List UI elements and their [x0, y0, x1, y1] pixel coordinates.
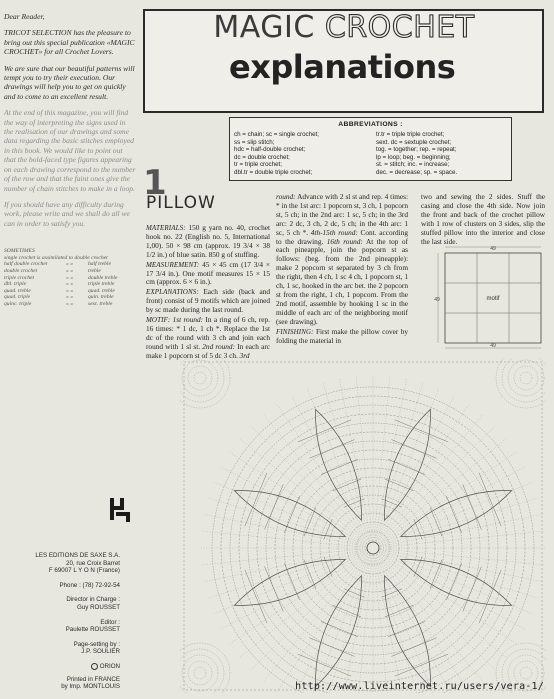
chart-radial-stitch — [377, 389, 439, 539]
chart-pineapple-row — [479, 473, 501, 526]
chart-pineapple-petal — [401, 491, 512, 537]
page-setting-block — [4, 641, 120, 656]
chart-radial-stitch — [240, 554, 365, 657]
materials-text: 150 g yarn no. 40, crochet hook no. 22 (English no. 5, International 1,00). 50 × 98 cm (approx. 19 3/4 × 38 1/2 in.) of blue satin. 850 g of stuffing. — [146, 223, 270, 259]
orion-circle-icon — [91, 663, 98, 670]
round-3-label: 3rd — [239, 350, 250, 360]
chart-pineapple-row — [284, 563, 299, 600]
conversion-cell-a: half double crochet — [4, 261, 48, 268]
instructions-column-1 — [146, 224, 270, 362]
chart-corner-fan — [180, 649, 224, 693]
chart-radial-stitch — [251, 426, 366, 541]
chart-pineapple-row — [385, 479, 414, 491]
chart-corner-fan — [514, 366, 538, 390]
chart-corner-fan — [520, 372, 532, 384]
chart-radial-stitch — [277, 556, 367, 691]
abbreviation-item: dec. = decrease; sp. = space. — [376, 168, 458, 176]
abbreviation-item: lp = loop; beg. = beginning; — [376, 153, 451, 161]
publisher-info — [4, 552, 120, 691]
chart-radial-stitch — [292, 396, 368, 539]
instructions-column-2 — [276, 193, 408, 346]
director-label: Director in Charge : — [66, 596, 120, 604]
chart-radial-stitch — [374, 377, 390, 538]
publisher-name: LES EDITIONS DE SAXE S.A. — [35, 552, 120, 559]
orion-label: ORION — [99, 662, 120, 670]
chart-radial-stitch — [292, 557, 368, 693]
conversion-cell-c: double treble — [88, 274, 118, 281]
chart-pineapple-row — [381, 589, 402, 598]
conversion-cell-a: quad. triple — [4, 294, 31, 301]
materials-label: MATERIALS: — [146, 224, 186, 232]
round-16-label: 16th round: — [326, 236, 363, 246]
intro-greeting: Dear Reader, — [4, 12, 45, 21]
abbreviations-right-list — [376, 131, 512, 177]
chart-radial-stitch — [208, 498, 363, 545]
chart-pineapple-petal — [234, 559, 345, 605]
magazine-title — [189, 10, 499, 45]
finishing-paragraph — [276, 328, 408, 346]
pattern-title: PILLOW — [146, 193, 216, 213]
stitch-conversion-table — [4, 248, 136, 307]
conversion-cell-b: » » — [66, 267, 73, 274]
intro-paragraph-2: We are sure that our beautiful patterns will tempt you to try their execution. Our drawings will help you to get on quickly and to come to an excellent result. — [4, 63, 135, 101]
chart-pineapple-row — [304, 560, 316, 589]
chart-pineapple-row — [309, 440, 354, 459]
conversion-cell-a: double crochet — [4, 267, 38, 274]
chart-pineapple-petal — [316, 409, 362, 520]
chart-radial-stitch — [323, 383, 370, 538]
conversion-cell-a: quad. treble — [4, 287, 31, 294]
abbreviations-title: ABBREVIATIONS : — [338, 121, 403, 128]
conversion-row — [4, 268, 136, 275]
chart-radial-stitch — [379, 415, 482, 540]
round-2-label: 2nd round: — [202, 341, 236, 351]
chart-corner-fan — [180, 643, 230, 693]
chart-ring — [293, 468, 453, 628]
chart-radial-stitch — [378, 396, 454, 539]
explanations-label: EXPLANATIONS: — [146, 288, 199, 297]
motif-label: MOTIF: — [146, 316, 171, 325]
chart-corner-fan — [180, 358, 230, 408]
chart-radial-stitch — [202, 549, 363, 565]
director-block — [4, 596, 120, 611]
chart-pineapple-petal — [401, 559, 512, 605]
conversion-cell-b: » » — [66, 300, 73, 307]
chart-pineapple-row — [304, 508, 316, 537]
conversion-cell-c: quad. treble — [88, 287, 115, 294]
chart-pineapple-row — [381, 499, 402, 508]
chart-pineapple-petal — [384, 576, 430, 687]
round-3-text: Advance with 2 sl st and rep. 4 times: * in the 1st arc: 1 popcorn st, 3 ch, 1 popcorn st, 5 ch; in the 2nd arc: 1 sc, 5 ch; in the 3rd arc: 2 dc, 3 ch, 2 dc, 5 ch; in the 4th arc: 1 sc, 5 ch *. — [276, 192, 408, 237]
intro-column — [4, 12, 136, 307]
chart-radial-stitch — [214, 552, 364, 614]
chart-corner-fan — [520, 667, 532, 679]
chart-radial-stitch — [382, 552, 532, 614]
conversion-cell-b: » » — [66, 287, 73, 294]
chart-pineapple-row — [324, 519, 333, 540]
chart-radial-stitch — [264, 556, 367, 681]
chart-pineapple-petal — [234, 491, 345, 537]
chart-pineapple-row — [333, 605, 362, 617]
abbreviation-item: dbl.tr = double triple crochet; — [234, 168, 313, 176]
chart-corner-fan — [502, 358, 546, 402]
chart-pineapple-row — [430, 560, 442, 589]
abbreviation-item: st. = stitch; inc. = increase; — [376, 161, 450, 169]
abbreviation-item: ss = slip stitch; — [234, 138, 275, 146]
conversion-cell-c: half treble — [88, 261, 111, 268]
chart-border — [184, 362, 542, 690]
chart-radial-stitch — [307, 389, 369, 539]
chart-radial-stitch — [379, 405, 469, 540]
chart-corner-fan — [188, 366, 212, 390]
chart-radial-stitch — [376, 383, 423, 538]
abbreviations-box — [229, 117, 512, 181]
round-4-15-label: 4th-15th round: — [310, 227, 358, 237]
chart-ring — [221, 396, 525, 693]
chart-radial-stitch — [381, 554, 506, 657]
chart-radial-stitch — [264, 415, 367, 540]
round-4-15-text: Cont. according to the drawing. — [276, 227, 409, 246]
page-setting-label: Page-setting by : — [73, 640, 120, 648]
chart-radial-stitch — [381, 554, 516, 644]
diagram-dimension-side: 49 — [434, 297, 440, 303]
finishing-continued: two and sewing the 2 sides. Stuff the casing and close the 4th side. Now join the front and back of the crochet pillow with 1 row of clusters on 3 sides, slip the stuffed pillow into the interior and close the last side. — [421, 192, 545, 246]
publisher-address-line-2: F 69007 L Y O N (France) — [48, 567, 120, 575]
measurement-paragraph — [146, 261, 270, 288]
abbreviation-item: ch = chain; sc = single crochet; — [234, 131, 319, 138]
chart-pineapple-petal — [384, 409, 430, 520]
title-word-magic: MAGIC — [213, 10, 315, 45]
chart-corner-fan — [194, 372, 206, 384]
chart-corner-fan — [496, 358, 546, 408]
chart-pineapple-row — [344, 589, 365, 598]
chart-pineapple-row — [391, 440, 436, 459]
explanations-paragraph — [146, 288, 270, 315]
conversion-subtitle: single crochet is assimilated to double crochet — [4, 254, 108, 261]
assembly-diagram — [433, 243, 545, 351]
chart-pineapple-row — [414, 519, 423, 540]
chart-pineapple-row — [395, 654, 448, 676]
chart-radial-stitch — [230, 554, 365, 644]
publisher-phone: Phone : (78) 72-92-54 — [59, 581, 120, 589]
chart-radial-stitch — [208, 551, 363, 598]
pattern-number: 1 — [143, 163, 167, 203]
director-name: Guy ROUSSET — [77, 603, 120, 611]
abbreviations-left-list — [234, 131, 374, 177]
chart-ring — [356, 531, 390, 565]
chart-radial-stitch — [251, 555, 366, 670]
chart-corner-fan — [194, 667, 206, 679]
abbreviation-item: tr = triple crochet; — [234, 161, 282, 169]
conversion-cell-a: quinc. triple — [4, 300, 32, 307]
conversion-row — [4, 301, 136, 308]
chart-radial-stitch — [379, 556, 469, 691]
chart-radial-stitch — [381, 439, 506, 542]
orion-mark — [4, 663, 120, 671]
abbreviation-item: dc = double crochet; — [234, 153, 290, 161]
conversion-row — [4, 294, 136, 301]
chart-radial-stitch — [277, 405, 367, 540]
materials-paragraph — [146, 224, 270, 260]
diagram-dimension-top: 49 — [490, 246, 496, 252]
chart-ring — [329, 504, 417, 592]
chart-corner-fan — [182, 655, 218, 691]
finishing-label: FINISHING: — [276, 327, 314, 336]
chart-radial-stitch — [202, 531, 363, 547]
chart-corner-fan — [508, 360, 544, 396]
conversion-cell-a: dbl. triple — [4, 281, 27, 288]
round-1-label: 1st round: — [172, 315, 204, 325]
chart-radial-stitch — [382, 553, 525, 629]
editor-label: Editor : — [100, 618, 120, 626]
chart-pineapple-row — [265, 484, 284, 529]
printed-line-2: by Imp. MONTLOUIS — [61, 683, 120, 691]
conversion-row — [4, 261, 136, 268]
chart-pineapple-row — [344, 499, 365, 508]
chart-pineapple-row — [324, 556, 333, 577]
chart-radial-stitch — [356, 377, 372, 538]
chart-pineapple-row — [265, 566, 284, 611]
round-16-text: At the top of each pineapple, join the popcorn st as follows: (beg. from the 2nd pineapple): make 2 popcorn st separated by 3 ch from the right, then 4 ch, 1 sc 4 ch, 1 popcorn st, 1 ch, 1 sc, hooked in the arc bet. the 2 popcorn st from the right, 1 ch, 1 popcorn. From the 2nd motif, assemble by hooking 1 sc in the middle of each arc of the neighboring motif (see drawing). — [276, 236, 409, 326]
intro-paragraph-4: If you should have any difficulty during work, please write and we shall do all we can in order to satisfy you. — [4, 199, 130, 228]
chart-ring — [338, 513, 408, 583]
diagram-center-label: motif — [486, 296, 500, 302]
publisher-logo-icon — [108, 497, 132, 523]
chart-ring — [311, 486, 435, 610]
chart-radial-stitch — [230, 452, 365, 542]
page-title: explanations — [229, 48, 456, 86]
chart-radial-stitch — [221, 553, 364, 629]
chart-radial-stitch — [214, 482, 364, 544]
rounds-paragraph — [276, 193, 408, 327]
editor-name: Paulette ROUSSET — [65, 626, 120, 634]
chart-pineapple-row — [284, 496, 299, 533]
chart-pineapple-row — [333, 479, 362, 491]
abbreviation-item: sext. dc = sextuple crochet; — [376, 138, 452, 146]
intro-paragraph-1: TRICOT SELECTION has the pleasure to bring out this special publication «MAGIC CROCHET» for all Crochet Lovers. — [4, 28, 135, 57]
conversion-title: SOMETIMES — [4, 248, 35, 255]
conversion-row — [4, 275, 136, 282]
conversion-cell-c: treble — [88, 267, 101, 274]
chart-pineapple-row — [309, 638, 354, 657]
publisher-address-line-1: 20, rue Croix Barret — [66, 559, 120, 567]
publisher-address — [4, 552, 120, 575]
chart-radial-stitch — [379, 556, 482, 681]
chart-corner-fan — [180, 358, 224, 402]
measurement-label: MEASUREMENT: — [146, 260, 200, 269]
conversion-row — [4, 281, 136, 288]
chart-radial-stitch — [383, 549, 544, 565]
chart-pineapple-row — [245, 473, 267, 526]
chart-pineapple-petal — [316, 576, 362, 687]
chart-radial-stitch — [221, 467, 364, 543]
title-word-crochet: CROCHET — [324, 10, 475, 45]
conversion-row — [4, 288, 136, 295]
chart-pineapple-row — [479, 570, 501, 623]
round-2-text: In each arc make 1 popcorn st of 5 dc 3 ch. — [146, 341, 271, 360]
chart-radial-stitch — [378, 557, 454, 693]
conversion-cell-b: » » — [66, 274, 73, 281]
chart-radial-stitch — [380, 426, 495, 541]
chart-radial-stitch — [383, 551, 538, 598]
chart-ring — [248, 423, 498, 673]
abbreviation-item: tog. = together; rep. = repeat; — [376, 146, 457, 154]
conversion-cell-b: » » — [66, 294, 73, 301]
chart-corner-fan — [182, 360, 218, 396]
chart-pineapple-row — [430, 508, 442, 537]
chart-radial-stitch — [380, 555, 495, 670]
printed-block — [4, 676, 120, 691]
chart-radial-stitch — [240, 439, 365, 542]
printed-line-1: Printed in FRANCE — [66, 675, 120, 683]
conversion-cell-b: » » — [66, 281, 73, 288]
chart-pineapple-row — [321, 459, 358, 474]
chart-pineapple-row — [385, 605, 414, 617]
measurement-text: 45 × 45 cm (17 3/4 × 17 3/4 in.). One motif measures 15 × 15 cm (approx. 6 × 6 in.). — [146, 259, 270, 287]
diagram-dimension-bottom: 49 — [490, 343, 496, 349]
crochet-pattern-chart — [180, 358, 546, 693]
chart-ring — [275, 450, 471, 646]
abbreviation-item: hdc = half-double crochet; — [234, 146, 306, 154]
chart-corner-fan — [188, 661, 212, 685]
chart-pineapple-row — [391, 638, 436, 657]
round-3-continued: round: — [276, 192, 296, 201]
editor-block — [4, 619, 120, 634]
conversion-cell-c: triple treble — [88, 281, 115, 288]
chart-radial-stitch — [383, 498, 538, 545]
intro-paragraph-3: At the end of this magazine, you will find the way of interpreting the signs used in the realisation of our drawings and some data regarding the basic stitches employed in this book. We would like to point out that the bold-faced type figures appearing on each drawing correspond to the number of the row and that the faint ones give the number of chain stitches to make in a loop. — [4, 108, 136, 193]
source-watermark: http://www.liveinternet.ru/users/vera-1/ — [295, 681, 544, 692]
chart-radial-stitch — [383, 531, 544, 547]
abbreviation-item: tr.tr = triple triple crochet; — [376, 131, 445, 138]
chart-radial-stitch — [382, 467, 525, 543]
chart-radial-stitch — [382, 482, 532, 544]
conversion-cell-a: triple crochet — [4, 274, 35, 281]
finishing-text: First make the pillow cover by folding the material in — [276, 326, 409, 345]
chart-pineapple-row — [463, 566, 482, 611]
conversion-cell-c: quin. treble — [88, 294, 114, 301]
conversion-cell-b: » » — [66, 261, 73, 268]
round-1-text: In a ring of 6 ch, rep. 16 times: * 1 dc, 1 ch *. Replace the 1st dc of the round with 3 ch and join each round with 1 sl st. — [146, 315, 270, 351]
chart-pineapple-row — [414, 556, 423, 577]
motif-paragraph — [146, 316, 270, 361]
chart-radial-stitch — [381, 452, 516, 542]
chart-center-ring — [367, 542, 379, 554]
explanations-text: Each side (back and front) consist of 9 motifs which are joined by sc made during the last round. — [146, 287, 270, 315]
chart-pineapple-row — [463, 484, 482, 529]
instructions-column-3 — [421, 193, 545, 247]
page-setting-name: J.P. SOULIER — [81, 648, 120, 656]
conversion-cell-c: sext. treble — [88, 300, 113, 307]
